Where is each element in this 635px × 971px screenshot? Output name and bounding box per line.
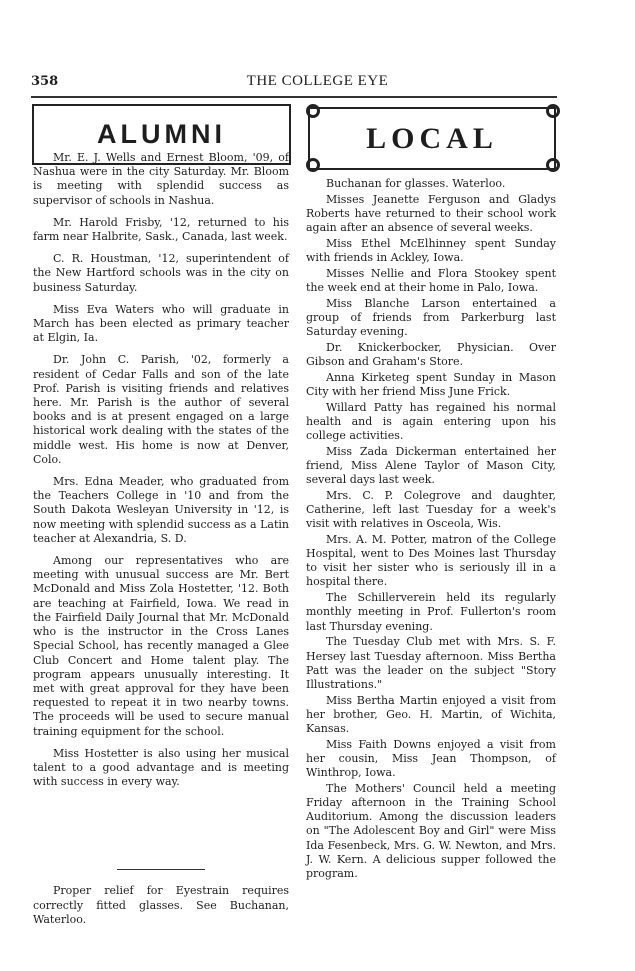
- local-paragraph: Mrs. C. P. Colegrove and daughter, Catherine, left last Tuesday for a week's visit with relatives in Osceola, Wis.: [306, 488, 556, 531]
- local-paragraph: Buchanan for glasses. Waterloo.: [326, 177, 506, 190]
- alumni-paragraph: C. R. Houstman, '12, superintendent of the New Hartford schools was in the city on business Saturday.: [33, 252, 289, 294]
- local-paragraph: Miss Faith Downs enjoyed a visit from her cousin, Miss Jean Thompson, of Winthrop, Iowa.: [306, 737, 556, 780]
- local-paragraph: Willard Patty has regained his normal health and is again entering upon his college activities.: [306, 400, 556, 442]
- alumni-column: [33, 151, 289, 935]
- local-paragraph: Dr. Knickerbocker, Physician. Over Gibson and Graham's Store.: [306, 340, 556, 368]
- alumni-paragraph: Mrs. Edna Meader, who graduated from the Teachers College in '10 and from the South Dakota Wesleyan University in '12, is now meeting with splendid success as a Latin teacher at Alexandria, S. D.: [33, 475, 289, 545]
- local-paragraph: Miss Blanche Larson entertained a group of friends from Parkerburg last Saturday evening.: [306, 296, 556, 339]
- corner-ornament-icon: [546, 158, 560, 172]
- corner-ornament-icon: [306, 158, 320, 172]
- local-paragraph: Miss Bertha Martin enjoyed a visit from her brother, Geo. H. Martin, of Wichita, Kansas.: [306, 693, 556, 736]
- local-heading: LOCAL: [366, 121, 498, 155]
- section-divider: [117, 869, 205, 870]
- corner-ornament-icon: [306, 104, 320, 118]
- local-paragraph: Mrs. A. M. Potter, matron of the College Hospital, went to Des Moines last Thursday to visit her sister who is seriously ill in a hospital there.: [306, 532, 556, 589]
- local-paragraph: The Tuesday Club met with Mrs. S. F. Hersey last Tuesday afternoon. Miss Bertha Patt was the leader on the subject "Story Illustrations.": [306, 635, 556, 691]
- eyestrain-advertisement: Proper relief for Eyestrain requires correctly fitted glasses. See Buchanan, Waterloo.: [33, 884, 289, 926]
- alumni-paragraph: Miss Hostetter is also using her musical talent to a good advantage and is meeting with success in every way.: [33, 746, 289, 789]
- alumni-paragraph: Among our representatives who are meeting with unusual success are Mr. Bert McDonald and Miss Zola Hostetter, '12. Both are teaching at Fairfield, Iowa. We read in the Fairfield Daily Journal that Mr. McDonald who is the instructor in the Cross Lanes Special School, has recently managed a Glee Club Concert and Home talent play. The program appears unusually interesting. It met with great approval for they have been requested to repeat it in two nearby towns. The proceeds will be used to secure manual training equipment for the school.: [33, 554, 289, 738]
- alumni-heading: ALUMNI: [97, 119, 226, 149]
- alumni-paragraph: Mr. Harold Frisby, '12, returned to his farm near Halbrite, Sask., Canada, last week.: [33, 215, 289, 244]
- local-paragraph: Misses Nellie and Flora Stookey spent the week end at their home in Palo, Iowa.: [306, 266, 556, 294]
- alumni-paragraph: Dr. John C. Parish, '02, formerly a resident of Cedar Falls and son of the late Prof. Parish is visiting friends and relatives here. Mr. Parish is the author of several books and is at present engaged on a large historical work dealing with the states of the middle west. His home is now at Denver, Colo.: [33, 353, 289, 466]
- local-paragraph: Misses Jeanette Ferguson and Gladys Roberts have returned to their school work again after an absence of several weeks.: [306, 192, 556, 235]
- page-number: 358: [31, 74, 59, 89]
- alumni-paragraph: Mr. E. J. Wells and Ernest Bloom, '09, of Nashua were in the city Saturday. Mr. Bloom is meeting with splendid success as supervisor of schools in Nashua.: [33, 151, 289, 207]
- local-heading-box: [308, 107, 556, 170]
- local-paragraph: Anna Kirketeg spent Sunday in Mason City with her friend Miss June Frick.: [306, 370, 556, 398]
- local-paragraph: Miss Ethel McElhinney spent Sunday with friends in Ackley, Iowa.: [306, 236, 556, 265]
- header-rule: [31, 96, 557, 98]
- local-paragraph: The Schillerverein held its regularly monthly meeting in Prof. Fullerton's room last Thursday evening.: [306, 591, 556, 633]
- corner-ornament-icon: [546, 104, 560, 118]
- alumni-paragraph: Miss Eva Waters who will graduate in March has been elected as primary teacher at Elgin, Ia.: [33, 302, 289, 345]
- local-column: [306, 177, 556, 883]
- local-paragraph: Miss Zada Dickerman entertained her friend, Miss Alene Taylor of Mason City, several days last week.: [306, 444, 556, 487]
- local-paragraph: The Mothers' Council held a meeting Friday afternoon in the Training School Auditorium. Among the discussion leaders on "The Adolescent Boy and Girl" were Miss Ida Fesenbeck, Mrs. G. W. Newton, and Mrs. J. W. Kern. A delicious supper followed the program.: [306, 781, 556, 881]
- publication-title: THE COLLEGE EYE: [246, 73, 389, 89]
